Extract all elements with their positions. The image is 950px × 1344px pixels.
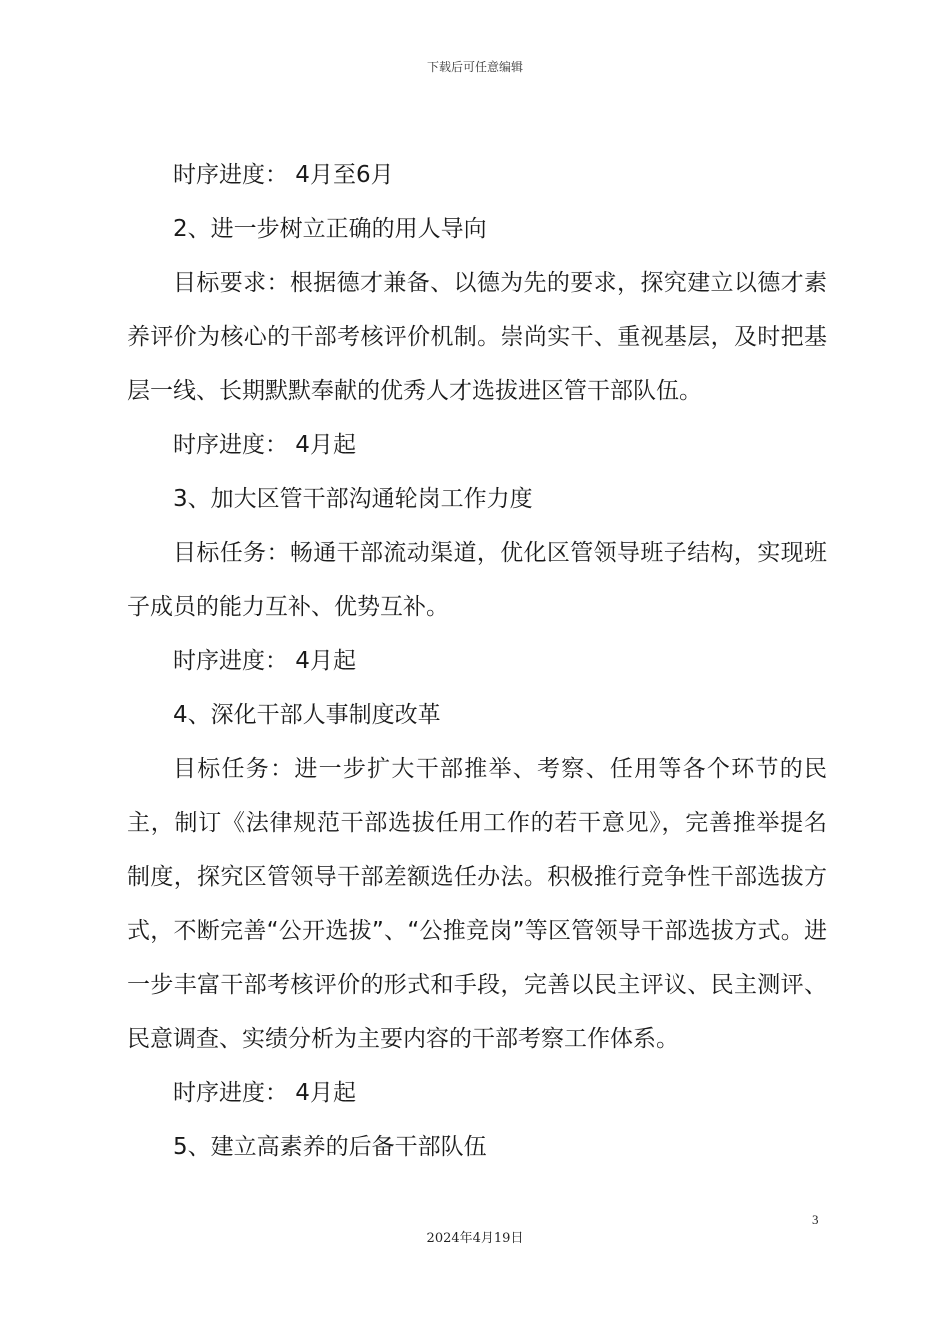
goal-paragraph: 目标要求：根据德才兼备、以德为先的要求，探究建立以德才素养评价为核心的干部考核评价机制。崇尚实干、重视基层，及时把基层一线、长期默默奉献的优秀人才选拔进区管干部队伍。 [127, 270, 827, 404]
section-heading: 3、加大区管干部沟通轮岗工作力度 [173, 486, 533, 512]
schedule-paragraph: 时序进度： 4月起 [173, 648, 356, 674]
goal-paragraph: 目标任务：进一步扩大干部推举、考察、任用等各个环节的民主，制订《法律规范干部选拔任用工作的若干意见》，完善推举提名制度，探究区管领导干部差额选任办法。积极推行竞争性干部选拔方式，不断完善“公开选拔”、“公推竞岗”等区管领导干部选拔方式。进一步丰富干部考核评价的形式和手段，完善以民主评议、民主测评、民意调查、实绩分析为主要内容的干部考察工作体系。 [127, 756, 827, 1052]
schedule-paragraph: 时序进度： 4月起 [173, 432, 356, 458]
section-heading: 4、深化干部人事制度改革 [173, 702, 441, 728]
document-body [127, 148, 827, 1174]
schedule-paragraph: 时序进度： 4月起 [173, 1080, 356, 1106]
goal-paragraph: 目标任务：畅通干部流动渠道，优化区管领导班子结构，实现班子成员的能力互补、优势互补。 [127, 540, 827, 620]
section-heading: 5、建立高素养的后备干部队伍 [173, 1134, 487, 1160]
page-number: 3 [812, 1212, 819, 1227]
page-header: 下载后可任意编辑 [426, 60, 523, 74]
schedule-paragraph: 时序进度： 4月至6月 [173, 162, 394, 188]
section-heading: 2、进一步树立正确的用人导向 [173, 216, 487, 242]
page-footer-date: 2024年4月19日 [426, 1231, 524, 1246]
